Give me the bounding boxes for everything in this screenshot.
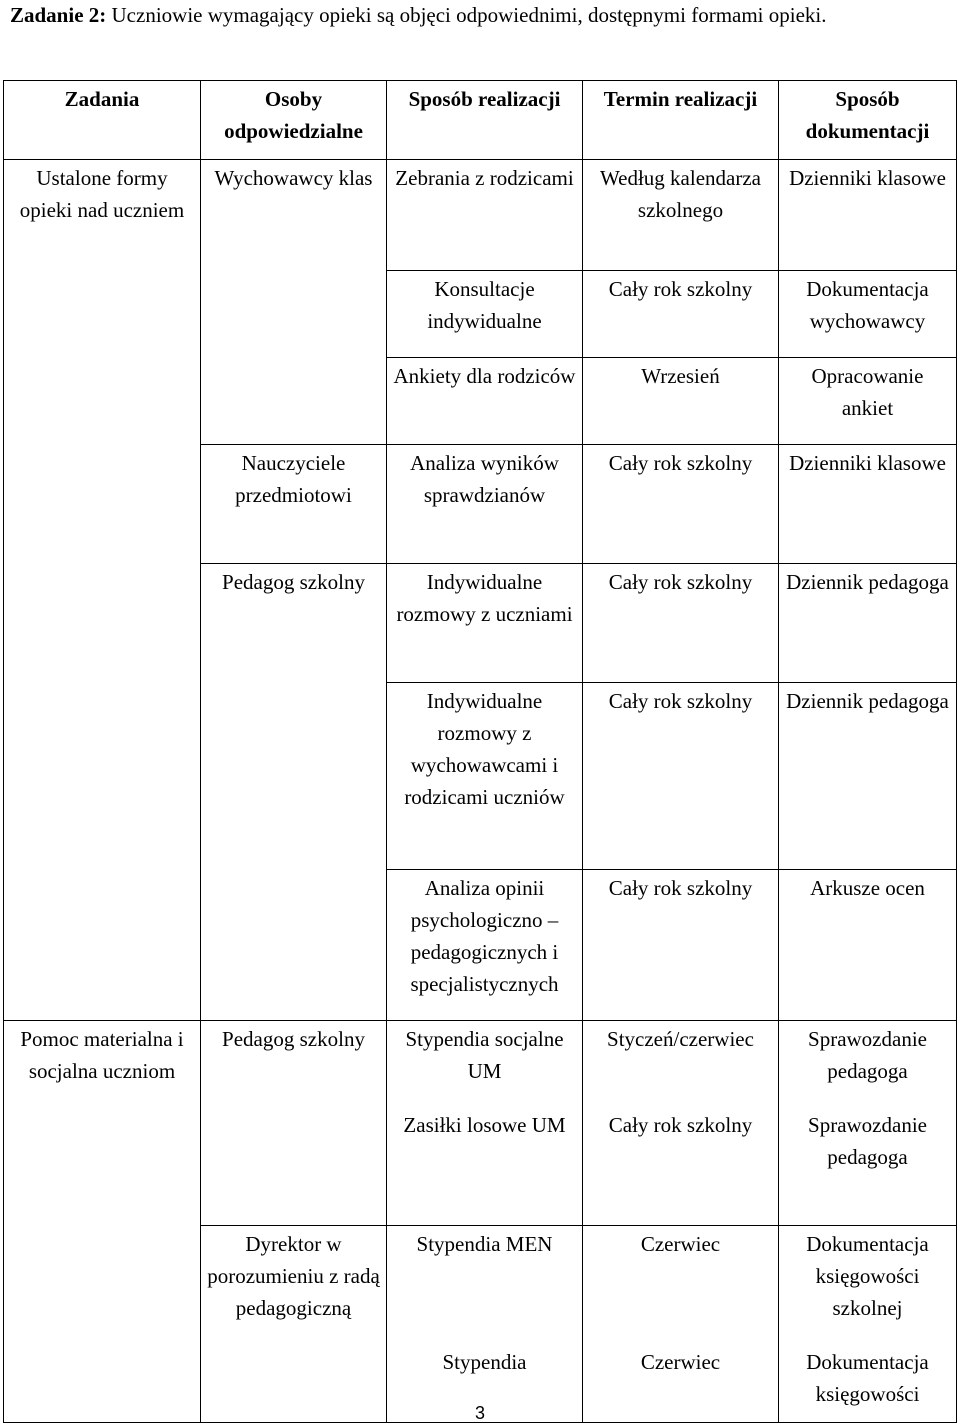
doc-cell: Sprawozdanie pedagoga — [779, 1021, 957, 1108]
header-cell: Sposób dokumentacji — [779, 81, 957, 160]
table-row — [4, 1021, 957, 1108]
term-cell: Cały rok szkolny — [583, 445, 779, 564]
term-cell: Cały rok szkolny — [583, 1107, 779, 1226]
method-cell: Indywidualne rozmowy z wychowawcami i rodzicami uczniów — [387, 683, 583, 870]
doc-cell: Dzienniki klasowe — [779, 160, 957, 271]
term-cell: Cały rok szkolny — [583, 870, 779, 1021]
header-cell: Zadania — [4, 81, 201, 160]
method-cell: Konsultacje indywidualne — [387, 271, 583, 358]
section-heading — [10, 0, 930, 31]
doc-cell: Dokumentacja księgowości szkolnej — [779, 1226, 957, 1345]
doc-cell: Dzienniki klasowe — [779, 445, 957, 564]
person-cell: Wychowawcy klas — [201, 160, 387, 445]
doc-cell: Dziennik pedagoga — [779, 564, 957, 683]
method-cell: Stypendia — [387, 1344, 583, 1423]
doc-cell: Opracowanie ankiet — [779, 358, 957, 445]
header-cell: Sposób realizacji — [387, 81, 583, 160]
doc-cell: Arkusze ocen — [779, 870, 957, 1021]
task-cell: Ustalone formy opieki nad uczniem — [4, 160, 201, 1021]
person-cell: Dyrektor w porozumieniu z radą pedagogiczną — [201, 1226, 387, 1423]
method-cell: Analiza wyników sprawdzianów — [387, 445, 583, 564]
method-cell: Stypendia MEN — [387, 1226, 583, 1345]
term-cell: Styczeń/czerwiec — [583, 1021, 779, 1108]
header-cell: Termin realizacji — [583, 81, 779, 160]
table-row — [4, 160, 957, 271]
term-cell: Czerwiec — [583, 1226, 779, 1345]
method-cell: Zebrania z rodzicami — [387, 160, 583, 271]
method-cell: Zasiłki losowe UM — [387, 1107, 583, 1226]
table-header-row — [4, 81, 957, 160]
person-cell: Nauczyciele przedmiotowi — [201, 445, 387, 564]
task-cell: Pomoc materialna i socjalna uczniom — [4, 1021, 201, 1423]
doc-cell: Dokumentacja księgowości — [779, 1344, 957, 1423]
method-cell: Analiza opinii psychologiczno – pedagogicznych i specjalistycznych — [387, 870, 583, 1021]
doc-cell: Dziennik pedagoga — [779, 683, 957, 870]
doc-cell: Dokumentacja wychowawcy — [779, 271, 957, 358]
method-cell: Stypendia socjalne UM — [387, 1021, 583, 1108]
header-cell: Osoby odpowiedzialne — [201, 81, 387, 160]
term-cell: Cały rok szkolny — [583, 683, 779, 870]
heading-label: Zadanie 2: — [10, 3, 107, 27]
heading-text: Uczniowie wymagający opieki są objęci odpowiednimi, dostępnymi formami opieki. — [106, 3, 827, 27]
person-cell: Pedagog szkolny — [201, 564, 387, 1021]
term-cell: Cały rok szkolny — [583, 564, 779, 683]
term-cell: Czerwiec — [583, 1344, 779, 1423]
care-plan-table — [3, 80, 957, 1423]
person-cell: Pedagog szkolny — [201, 1021, 387, 1226]
term-cell: Cały rok szkolny — [583, 271, 779, 358]
doc-cell: Sprawozdanie pedagoga — [779, 1107, 957, 1226]
term-cell: Wrzesień — [583, 358, 779, 445]
method-cell: Ankiety dla rodziców — [387, 358, 583, 445]
method-cell: Indywidualne rozmowy z uczniami — [387, 564, 583, 683]
page-number: 3 — [474, 1403, 485, 1423]
term-cell: Według kalendarza szkolnego — [583, 160, 779, 271]
